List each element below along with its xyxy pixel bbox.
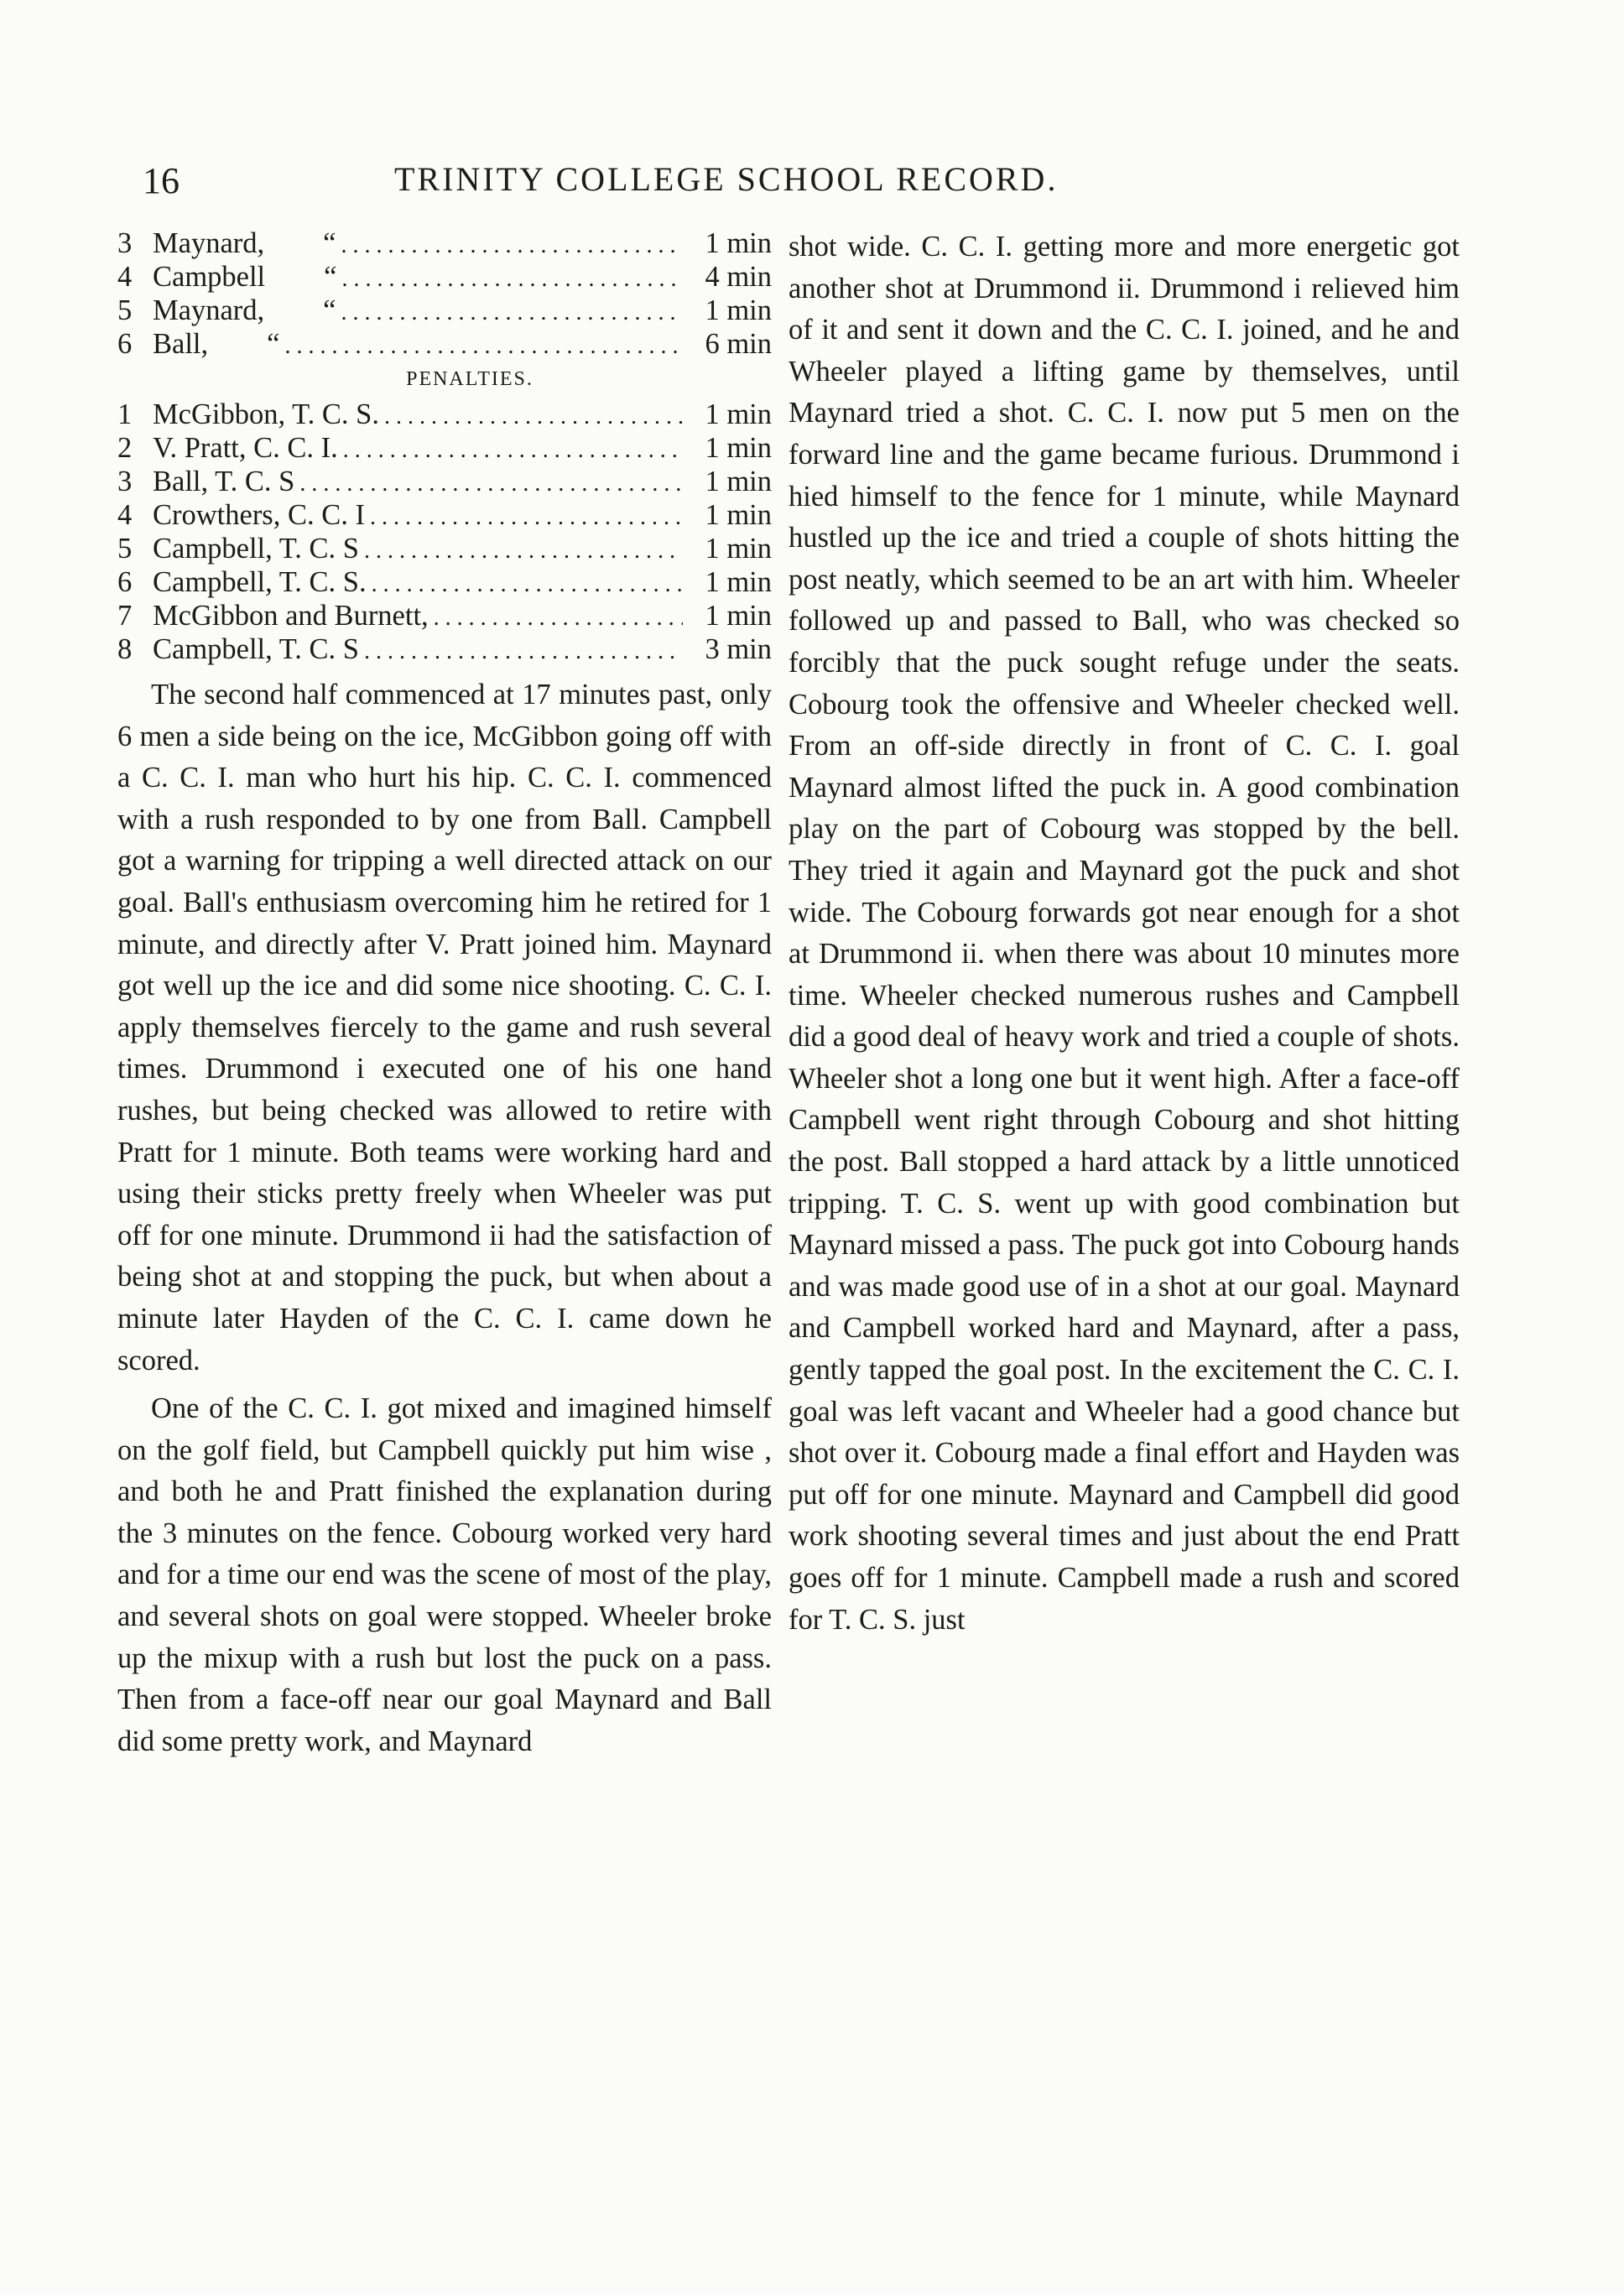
penalties-list xyxy=(117,398,772,666)
penalty-player: Crowthers, C. C. I xyxy=(153,499,365,531)
penalty-row xyxy=(117,632,772,666)
penalty-time: 1 min xyxy=(705,533,772,565)
score-row xyxy=(117,260,772,294)
scoring-list xyxy=(117,226,772,361)
score-row xyxy=(117,294,772,327)
penalty-player: Campbell, T. C. S xyxy=(153,633,359,665)
penalty-row xyxy=(117,498,772,532)
penalty-row xyxy=(117,398,772,431)
score-time: 1 min xyxy=(705,294,772,326)
penalty-row xyxy=(117,465,772,498)
penalty-player: McGibbon and Burnett, xyxy=(153,600,429,632)
penalty-row xyxy=(117,532,772,565)
penalty-row xyxy=(117,431,772,465)
score-number: 4 xyxy=(117,261,133,293)
dot-leader xyxy=(341,296,684,330)
penalty-number: 5 xyxy=(117,533,133,565)
penalty-time: 1 min xyxy=(705,600,772,632)
ditto-mark: “ xyxy=(267,328,280,360)
dot-leader xyxy=(343,434,683,467)
penalty-number: 2 xyxy=(117,432,133,464)
penalties-heading: PENALTIES. xyxy=(406,368,534,390)
score-row xyxy=(117,327,772,361)
penalty-time: 3 min xyxy=(705,633,772,665)
left-column xyxy=(117,226,772,1762)
ditto-mark: “ xyxy=(323,227,336,259)
penalty-number: 8 xyxy=(117,633,133,665)
score-time: 1 min xyxy=(705,227,772,259)
penalty-player: Campbell, T. C. S. xyxy=(153,566,367,598)
dot-leader xyxy=(434,601,683,635)
penalty-number: 4 xyxy=(117,499,133,531)
penalty-time: 1 min xyxy=(705,466,772,497)
score-number: 6 xyxy=(117,328,133,360)
penalty-number: 1 xyxy=(117,398,133,430)
ditto-mark: “ xyxy=(324,261,337,293)
score-player: Campbell xyxy=(153,261,266,293)
penalty-row xyxy=(117,565,772,599)
score-player: Maynard, xyxy=(153,294,265,326)
dot-leader xyxy=(384,400,683,434)
right-column xyxy=(789,226,1460,1641)
score-player: Ball, xyxy=(153,328,209,360)
penalty-number: 7 xyxy=(117,600,133,632)
dot-leader xyxy=(364,635,683,669)
penalty-number: 3 xyxy=(117,466,133,497)
score-number: 3 xyxy=(117,227,133,259)
dot-leader xyxy=(364,534,683,568)
dot-leader xyxy=(341,229,684,263)
paragraph-golf: One of the C. C. I. got mixed and imagined himself on the golf field, but Campbell quickly put him wise , and both he and Pratt finished the explanation during the 3 minutes on the fence. Cobourg worked very hard and for a time our end was the scene of most of the play, and several shots on goal were stopped. Wheeler broke up the mixup with a rush but lost the puck on a pass. Then from a face-off near our goal Maynard and Ball did some pretty work, and Maynard xyxy=(117,1392,772,1757)
ditto-mark: “ xyxy=(323,294,336,326)
score-time: 4 min xyxy=(705,261,772,293)
score-number: 5 xyxy=(117,294,133,326)
dot-leader xyxy=(284,330,683,363)
dot-leader xyxy=(372,568,683,601)
score-player: Maynard, xyxy=(153,227,265,259)
penalty-player: V. Pratt, C. C. I. xyxy=(153,432,338,464)
penalty-time: 1 min xyxy=(705,566,772,598)
score-row xyxy=(117,226,772,260)
dot-leader xyxy=(341,263,683,296)
dot-leader xyxy=(370,501,683,534)
running-head: TRINITY COLLEGE SCHOOL RECORD. xyxy=(394,160,1059,198)
score-time: 6 min xyxy=(705,328,772,360)
penalty-time: 1 min xyxy=(705,432,772,464)
penalty-time: 1 min xyxy=(705,499,772,531)
penalty-time: 1 min xyxy=(705,398,772,430)
dot-leader xyxy=(299,467,683,501)
penalty-player: McGibbon, T. C. S. xyxy=(153,398,379,430)
penalty-row xyxy=(117,599,772,632)
penalty-player: Ball, T. C. S xyxy=(153,466,295,497)
paragraph-second-half: The second half commenced at 17 minutes past, only 6 men a side being on the ice, McGibbon going off with a C. C. I. man who hurt his hip. C. C. I. commenced with a rush responded to by one from Ball. Campbell got a warning for tripping a well directed attack on our goal. Ball's enthusiasm overcoming him he retired for 1 minute, and directly after V. Pratt joined him. Maynard got well up the ice and did some nice shooting. C. C. I. apply themselves fiercely to the game and rush several times. Drummond i executed one of his one hand rushes, but being checked was allowed to retire with Pratt for 1 minute. Both teams were working hard and using their sticks pretty freely when Wheeler was put off for one minute. Drummond ii had the satisfaction of being shot at and stopping the puck, but when about a minute later Hayden of the C. C. I. came down he scored. xyxy=(117,679,772,1376)
paragraph-continued: shot wide. C. C. I. getting more and more energetic got another shot at Drummond ii. Drummond i relieved him of it and sent it down and the C. C. I. joined, and he and Wheeler played a lifting game by themselves, until Maynard tried a shot. C. C. I. now put 5 men on the forward line and the game became furious. Drummond i hied himself to the fence for 1 minute, while Maynard hustled up the ice and tried a couple of shots hitting the post neatly, which seemed to be an art with him. Wheeler followed up and passed to Ball, who was checked so forcibly that the puck sought refuge under the seats. Cobourg took the offensive and Wheeler checked well. From an off-side directly in front of C. C. I. goal Maynard almost lifted the puck in. A good combination play on the part of Cobourg was stopped by the bell. They tried it again and Maynard got the puck and shot wide. The Cobourg forwards got near enough for a shot at Drummond ii. when there was about 10 minutes more time. Wheeler checked numerous rushes and Campbell did a good deal of heavy work and tried a couple of shots. Wheeler shot a long one but it went high. After a face-off Campbell went right through Cobourg and shot hitting the post. Ball stopped a hard attack by a little unnoticed tripping. T. C. S. went up with good combination but Maynard missed a pass. The puck got into Cobourg hands and was made good use of in a shot at our goal. Maynard and Campbell worked hard and Maynard, after a pass, gently tapped the goal post. In the excitement the C. C. I. goal was left vacant and Wheeler had a good chance but shot over it. Cobourg made a final effort and Hayden was put off for one minute. Maynard and Campbell did good work shooting several times and just about the end Pratt goes off for 1 minute. Campbell made a rush and scored for T. C. S. just xyxy=(789,231,1460,1636)
penalty-player: Campbell, T. C. S xyxy=(153,533,359,565)
page-number: 16 xyxy=(143,160,180,201)
penalty-number: 6 xyxy=(117,566,133,598)
